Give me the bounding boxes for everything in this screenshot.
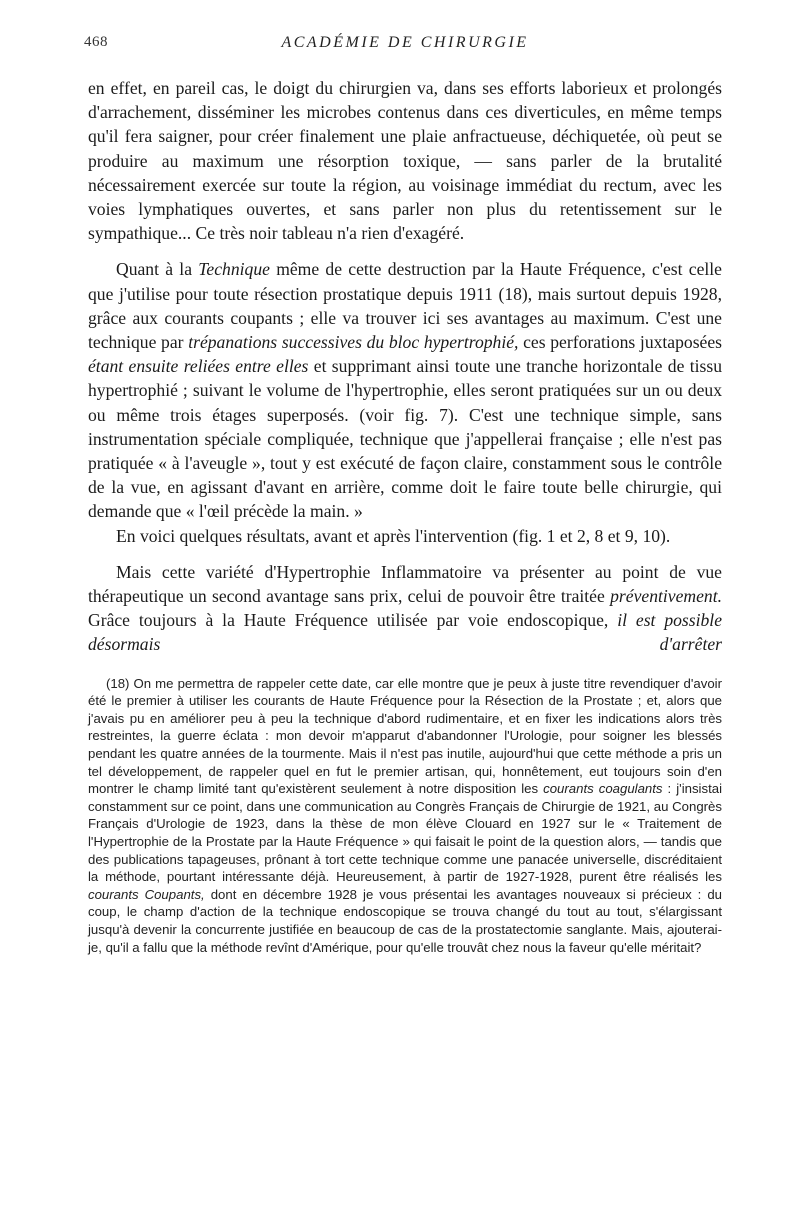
paragraph-2-italic-reliees: étant ensuite reliées entre elles <box>88 356 309 377</box>
footnote-18 <box>88 675 722 957</box>
paragraph-1: en effet, en pareil cas, le doigt du chirurgien va, dans ses efforts laborieux et prolongés d'arrachement, disséminer les microbes contenus dans ces diverticules, en même temps qu'il fera saigner, pour créer finalement une plaie anfractueuse, déchiquetée, où peut se produire au maximum une résorption toxique, — sans parler de la brutalité nécessairement exercée sur toute la région, au voisinage immédiat du rectum, avec les voies lymphatiques ouvertes, et sans parler non plus du retentissement sur le sympathique... Ce très noir tableau n'a rien d'exagéré. <box>88 78 722 244</box>
page-number: 468 <box>84 34 108 50</box>
page-header <box>84 34 722 56</box>
footnote-text <box>88 675 722 957</box>
running-title: ACADÉMIE DE CHIRURGIE <box>281 34 529 51</box>
paragraph-4-text-b: Grâce toujours à la Haute Fréquence utilisée par voie endoscopique, <box>88 610 618 631</box>
paragraph-2-italic-trepanations: trépanations successives du bloc hypertrophié, <box>188 332 519 353</box>
paragraph-3: En voici quelques résultats, avant et après l'intervention (fig. 1 et 2, 8 et 9, 10). <box>116 525 671 546</box>
paragraph-4-italic-preventivement: préventivement. <box>610 586 722 607</box>
footnote-text-c: dont en décembre 1928 je vous présentai les avantages nouveaux si précieux : du coup, le champ d'action de la technique endoscopique se trouva changé du tout au tout, s'élargissant jusqu'à devenir la concurrente justifiée en beaucoup de cas de la prostatectomie sanglante. Mais, ajouterai-je, qu'il a fallu que la méthode revînt d'Amérique, pour qu'elle trouvât chez nous la faveur qu'elle méritait? <box>88 886 722 955</box>
paragraph-2-italic-technique: Technique <box>198 259 270 280</box>
paragraph-2 <box>88 257 722 523</box>
paragraph-4-text-a: Mais cette variété d'Hypertrophie Inflammatoire va présenter au point de vue thérapeutique un second avantage sans prix, celui de pouvoir être traitée <box>88 561 722 607</box>
paragraph-2-text-a: Quant à la <box>116 259 199 280</box>
footnote-text-b: : j'insistai constamment sur ce point, dans une communication au Congrès Français de Chirurgie de 1921, au Congrès Français d'Urologie de 1923, dans la thèse de mon élève Clouard en 1927 sur le « Traitement de l'Hypertrophie de la Prostate par la Haute Fréquence » qui faisait le point de la question alors, — tandis que des publications tapageuses, prônant à tort cette technique comme une panacée universelle, discréditaient la méthode, pourtant intéressante déjà. Heureusement, à partir de 1927-1928, purent être réalisés les <box>88 781 723 885</box>
paragraph-4 <box>88 560 722 657</box>
document-page <box>84 34 723 956</box>
footnote-italic-coagulants: courants coagulants <box>543 781 663 797</box>
paragraph-2-text-d: et supprimant ainsi toute une tranche horizontale de tissu hypertrophié ; suivant le volume de l'hypertrophie, elles seront pratiquées sur un ou deux ou même trois étages superposés. (voir fig. 7). C'est une technique simple, sans instrumentation spéciale compliquée, technique que j'appellerai française ; elle n'est pas pratiquée « à l'aveugle », tout y est exécuté de façon claire, constamment sous le contrôle de la vue, en agissant d'avant en arrière, comme doit le faire toute belle chirurgie, qui demande que « l'œil précède la main. » <box>88 356 722 522</box>
footnote-italic-coupants: courants Coupants, <box>88 886 205 902</box>
paragraph-2-text-c: ces perforations juxtaposées <box>518 332 723 353</box>
paragraph-4-italic-arreter: il est possible désormais d'arrêter <box>88 610 722 655</box>
paragraph-2-text-b: même de cette destruction par la Haute Fréquence, c'est celle que j'utilise pour toute résection prostatique depuis 1911 (18), mais surtout depuis 1928, grâce aux courants coupants ; elle va trouver ici ses avantages au maximum. C'est une technique par <box>88 259 722 353</box>
body-text <box>88 76 722 657</box>
footnote-text-a: (18) On me permettra de rappeler cette date, car elle montre que je peux à juste titre revendiquer d'avoir été le premier à utiliser les courants de Haute Fréquence pour la Résection de la Prostate ; et, alors que j'avais pu en améliorer peu à peu la technique d'abord rudimentaire, et en fixer les indications alors très restreintes, la guerre éclata : mon devoir m'apparut d'abandonner l'Urologie, pour soigner les blessés pendant les quatre années de la tourmente. Mais il n'est pas inutile, aujourd'hui que cette méthode a pris un tel développement, de rappeler quel en fut le premier artisan, qui, honnêtement, eut toujours soin d'en montrer le champ limité tant qu'existèrent seulement à notre disposition les <box>88 675 722 797</box>
